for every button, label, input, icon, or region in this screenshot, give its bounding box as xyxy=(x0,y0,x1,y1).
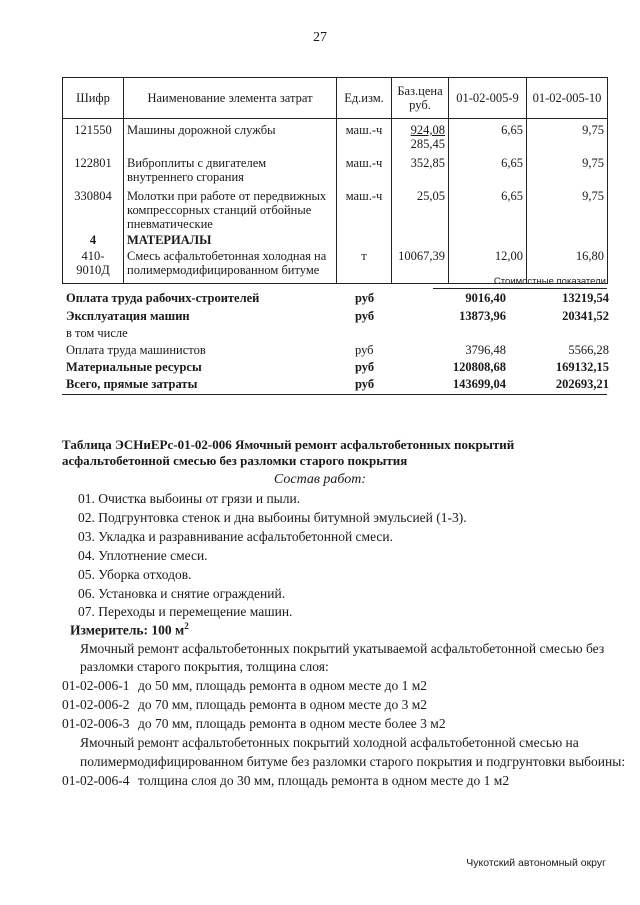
composition-title: Состав работ: xyxy=(273,472,367,487)
section-name: МАТЕРИАЛЫ xyxy=(124,232,337,248)
norm-item xyxy=(62,678,427,694)
summary-bottom-border xyxy=(62,394,607,395)
section-code: 4 xyxy=(63,232,124,248)
row-value-10: 9,75 xyxy=(527,185,608,232)
summary-name: Материальные ресурсы xyxy=(66,360,202,374)
paragraph-2-line-2: полимермодифицированном битуме без разломки старого покрытия и подгрунтовки выбоины: xyxy=(80,754,626,769)
row-price-second: 285,45 xyxy=(410,137,445,151)
norm-text: толщина слоя до 30 мм, площадь ремонта в одном месте до 1 м2 xyxy=(138,773,510,788)
norm-text: до 70 мм, площадь ремонта в одном месте до 3 м2 xyxy=(138,697,428,712)
row-unit: маш.-ч xyxy=(337,119,392,153)
summary-unit: руб xyxy=(355,309,375,323)
summary-name: Оплата труда машинистов xyxy=(66,343,206,357)
footer-region: Чукотский автономный округ xyxy=(466,857,606,869)
summary-value-10: 20341,52 xyxy=(562,309,609,323)
table-row xyxy=(63,119,608,153)
work-item: 01. Очистка выбоины от грязи и пыли. xyxy=(78,491,301,506)
meter-text: Измеритель: 100 м xyxy=(70,622,185,638)
summary-row xyxy=(66,360,611,377)
summary-name: в том числе xyxy=(66,326,128,340)
work-item: 04. Уплотнение смеси. xyxy=(78,548,208,563)
row-value-9: 6,65 xyxy=(449,119,527,153)
work-item: 02. Подгрунтовка стенок и дна выбоины битумной эмульсией (1-3). xyxy=(78,510,467,525)
row-price xyxy=(392,119,449,153)
row-price: 10067,39 xyxy=(392,248,449,284)
row-price: 352,85 xyxy=(392,152,449,185)
summary-name: Всего, прямые затраты xyxy=(66,377,198,391)
row-name: Молотки при работе от передвижных компрессорных станций отбойные пневматические xyxy=(124,185,337,232)
page-number: 27 xyxy=(313,30,327,45)
row-value-9: 6,65 xyxy=(449,152,527,185)
row-code: 121550 xyxy=(63,119,124,153)
norm-text: до 50 мм, площадь ремонта в одном месте до 1 м2 xyxy=(138,678,428,693)
summary-name: Оплата труда рабочих-строителей xyxy=(66,291,260,305)
summary-value-10: 13219,54 xyxy=(562,291,609,305)
row-unit: т xyxy=(337,248,392,284)
norm-item xyxy=(62,697,427,713)
paragraph-1-line-2: разломки старого покрытия, толщина слоя: xyxy=(80,659,329,674)
summary-value-9: 120808,68 xyxy=(452,360,506,374)
summary-unit: руб xyxy=(355,343,374,357)
row-value-10: 16,80 xyxy=(527,248,608,284)
row-value-10: 9,75 xyxy=(527,152,608,185)
work-item: 03. Укладка и разравнивание асфальтобетонной смеси. xyxy=(78,529,394,544)
header-price: Баз.цена руб. xyxy=(392,78,449,119)
paragraph-1-line-1: Ямочный ремонт асфальтобетонных покрытий укатываемой асфальтобетонной смесью без xyxy=(80,641,605,656)
row-code: 410-9010Д xyxy=(63,248,124,284)
row-code: 330804 xyxy=(63,185,124,232)
summary-value-10: 202693,21 xyxy=(555,377,609,391)
summary-row xyxy=(66,326,611,343)
norm-code: 01-02-006-4 xyxy=(62,773,130,788)
row-price: 25,05 xyxy=(392,185,449,232)
summary-row xyxy=(66,291,611,308)
cost-indicators-caption: Стоимостные показатели xyxy=(493,276,606,287)
summary-row xyxy=(66,377,611,394)
norm-item xyxy=(62,716,446,732)
summary-value-9: 143699,04 xyxy=(452,377,506,391)
row-code: 122801 xyxy=(63,152,124,185)
summary-value-9: 9016,40 xyxy=(465,291,506,305)
header-norm-9: 01-02-005-9 xyxy=(449,78,527,119)
norm-item xyxy=(62,773,509,789)
cost-caption-underline xyxy=(433,288,607,289)
row-unit: маш.-ч xyxy=(337,152,392,185)
summary-name: Эксплуатация машин xyxy=(66,309,190,323)
table-row xyxy=(63,185,608,232)
meter-superscript: 2 xyxy=(184,621,189,631)
row-value-9: 12,00 xyxy=(449,248,527,284)
summary-row xyxy=(66,309,611,326)
norm-code: 01-02-006-1 xyxy=(62,678,130,693)
summary-value-9: 13873,96 xyxy=(459,309,506,323)
norm-code: 01-02-006-2 xyxy=(62,697,130,712)
summary-value-9: 3796,48 xyxy=(465,343,506,357)
summary-value-10: 169132,15 xyxy=(555,360,609,374)
summary-unit: руб xyxy=(355,291,375,305)
work-item: 06. Установка и снятие ограждений. xyxy=(78,586,286,601)
work-item: 07. Переходы и перемещение машин. xyxy=(78,604,293,619)
row-unit: маш.-ч xyxy=(337,185,392,232)
table-header-row xyxy=(63,78,608,119)
table-section-row xyxy=(63,232,608,248)
summary-unit: руб xyxy=(355,360,375,374)
header-unit: Ед.изм. xyxy=(337,78,392,119)
row-name: Виброплиты с двигателем внутреннего сгорания xyxy=(124,152,337,185)
row-value-9: 6,65 xyxy=(449,185,527,232)
work-item: 05. Уборка отходов. xyxy=(78,567,192,582)
paragraph-2-line-1: Ямочный ремонт асфальтобетонных покрытий холодной асфальтобетонной смесью на xyxy=(80,735,579,750)
table-row xyxy=(63,152,608,185)
norm-text: до 70 мм, площадь ремонта в одном месте более 3 м2 xyxy=(138,716,446,731)
meter-label xyxy=(70,621,189,639)
row-name: Смесь асфальтобетонная холодная на полимермодифицированном битуме xyxy=(124,248,337,284)
summary-unit: руб xyxy=(355,377,375,391)
section-title-line-1: Таблица ЭСНиЕРс-01-02-006 Ямочный ремонт асфальтобетонных покрытий xyxy=(62,437,515,452)
row-name: Машины дорожной службы xyxy=(124,119,337,153)
section-title-line-2: асфальтобетонной смесью без разломки старого покрытия xyxy=(62,453,408,468)
header-norm-10: 01-02-005-10 xyxy=(527,78,608,119)
resource-table xyxy=(62,77,608,284)
row-value-10: 9,75 xyxy=(527,119,608,153)
summary-row xyxy=(66,343,611,360)
norm-code: 01-02-006-3 xyxy=(62,716,130,731)
summary-value-10: 5566,28 xyxy=(568,343,609,357)
row-price-value: 924,08 xyxy=(410,123,445,137)
header-code: Шифр xyxy=(63,78,124,119)
header-name: Наименование элемента затрат xyxy=(124,78,337,119)
